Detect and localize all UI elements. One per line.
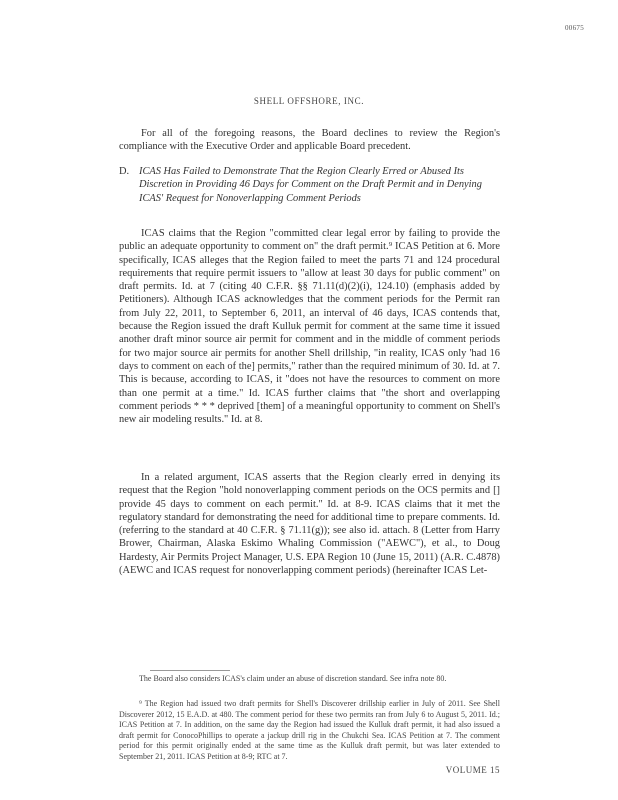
section-heading-text: ICAS Has Failed to Demonstrate That the Region Clearly Erred or Abused Its Discretion in Providing 46 Days for Comment on the Draft Permit and in Denying ICAS' Request for Nonoverlapping Comment Periods [139,166,482,204]
section-heading [119,165,500,205]
paragraph-icas-claims: ICAS claims that the Region "committed clear legal error by failing to provide the public an adequate opportunity to comment on" the draft permit.⁹ ICAS Petition at 6. More specifically, ICAS alleges that the Region failed to meet the parts 71 and 124 procedural requirements that require permit issuers to "allow at least 30 days for public comment" on draft permits. Id. at 7 (citing 40 C.F.R. §§ 71.11(d)(2)(i), 124.10) (emphasis added by Petitioners). Although ICAS acknowledges that the comment periods for the Permit ran from July 22, 2011, to September 6, 2011, an interval of 46 days, ICAS contends that, because the Region issued the draft Kulluk permit for comment at the same time it issued another draft minor source air permit for comment and in the middle of comment periods for two major source air permits for another Shell drillship, "in reality, ICAS only 'had 16 days to comment on each of the] permits," rather than the required minimum of 30. Id. at 7. This is because, according to ICAS, it "does not have the resources to comment on more than one permit at a time." Id. ICAS further claims that "the short and overlapping comment periods * * * deprived [them] of a meaningful opportunity to comment on Shell's new air modeling results." Id. at 8. [119,228,500,426]
page-id: 00675 [565,24,584,32]
volume-footer: VOLUME 15 [445,765,500,775]
footnote-9: ⁹ The Region had issued two draft permits for Shell's Discoverer drillship earlier in July of 2011. See Shell Discoverer 2012, 15 E.A.D. at 480. The comment period for these two permits ran from July 6 to August 5, 2011. Id.; ICAS Petition at 7. In addition, on the same day the Region had issued the Kulluk draft permit, it had also issued a draft permit for ConocoPhillips to operate a jackup drill rig in the Chukchi Sea. ICAS Petition at 7. The comment period for this permit originally ended at the same time as the Kulluk draft permit, but was later extended to September 21, 2011. ICAS Petition at 8-9; RTC at 7. [119,699,500,761]
section-heading-number: D. [119,166,130,177]
running-head: SHELL OFFSHORE, INC. [253,96,365,106]
footnote-divider [150,670,230,671]
paragraph-conclusion: For all of the foregoing reasons, the Board declines to review the Region's compliance with the Executive Order and applicable Board precedent. [119,128,500,153]
paragraph-related-argument: In a related argument, ICAS asserts that the Region clearly erred in denying its request that the Region "hold nonoverlapping comment periods on the OCS permits and [] provide 45 days to comment on each permit." Id. at 8-9. ICAS claims that it met the regulatory standard for demonstrating the need for additional time to prepare comments. Id. (referring to the standard at 40 C.F.R. § 71.11(g)); see also id. attach. 8 (Letter from Harry Brower, Chairman, Alaska Eskimo Whaling Commission ("AEWC"), et al., to Doug Hardesty, Air Permits Project Manager, U.S. EPA Region 10 (June 15, 2011) (A.R. C.4878) (AEWC and ICAS request for nonoverlapping comment periods) (hereinafter ICAS Let- [119,472,500,577]
footnote-board: The Board also considers ICAS's claim under an abuse of discretion standard. See infra note 80. [139,674,447,683]
